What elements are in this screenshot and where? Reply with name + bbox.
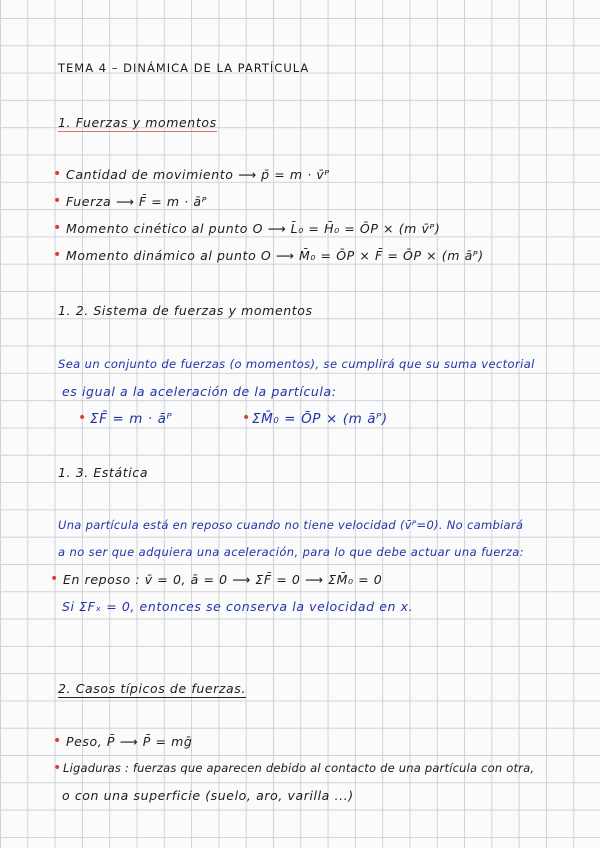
bullet-icon: •: [53, 166, 62, 182]
equation-sum-forces: ΣF̄ = m · āᴾ: [90, 411, 173, 427]
bullet-icon: •: [242, 410, 251, 426]
bullet-cantidad-movimiento: Cantidad de movimiento ⟶ p̄ = m · v̄ᴾ: [66, 167, 330, 182]
bullet-icon: •: [53, 760, 62, 776]
equation-sum-moments: ΣM̄₀ = ŌP × (m āᴾ): [252, 411, 388, 427]
bullet-icon: •: [53, 247, 62, 263]
bullet-en-reposo: En reposo : v̄ = 0, ā = 0 ⟶ ΣF̄ = 0 ⟶ ΣM̄₀ = 0: [63, 572, 383, 587]
conservation-line: Si ΣFₓ = 0, entonces se conserva la velocidad en x.: [62, 599, 414, 614]
bullet-peso: Peso, P̄ ⟶ P̄ = mḡ: [66, 734, 193, 749]
bullet-icon: •: [50, 571, 59, 587]
bullet-ligaduras-line1: Ligaduras : fuerzas que aparecen debido al contacto de una partícula con otra,: [63, 761, 535, 775]
bullet-momento-dinamico: Momento dinámico al punto O ⟶ M̄₀ = ŌP × F̄ = ŌP × (m āᴾ): [66, 248, 484, 263]
section-1-3-text-line1: Una partícula está en reposo cuando no tiene velocidad (v̄ᴾ=0). No cambiará: [58, 518, 524, 532]
bullet-icon: •: [53, 193, 62, 209]
section-1-3-text-line2: a no ser que adquiera una aceleración, para lo que debe actuar una fuerza:: [58, 545, 524, 559]
section-1-2-text-line1: Sea un conjunto de fuerzas (o momentos), se cumplirá que su suma vectorial: [58, 357, 535, 371]
section-2-heading: 2. Casos típicos de fuerzas.: [58, 681, 246, 696]
section-1-heading: 1. Fuerzas y momentos: [58, 115, 217, 130]
page-title: TEMA 4 – DINÁMICA DE LA PARTÍCULA: [58, 61, 310, 75]
bullet-icon: •: [53, 220, 62, 236]
bullet-icon: •: [53, 733, 62, 749]
bullet-icon: •: [78, 410, 87, 426]
section-1-2-heading: 1. 2. Sistema de fuerzas y momentos: [58, 303, 313, 318]
section-1-2-text-line2: es igual a la aceleración de la partícula:: [62, 384, 337, 399]
bullet-momento-cinetico: Momento cinético al punto O ⟶ L̄₀ = H̄₀ = ŌP × (m v̄ᴾ): [66, 221, 441, 236]
bullet-ligaduras-line2: o con una superficie (suelo, aro, varilla ...): [62, 788, 354, 803]
bullet-fuerza: Fuerza ⟶ F̄ = m · āᴾ: [66, 194, 208, 209]
section-1-3-heading: 1. 3. Estática: [58, 465, 149, 480]
